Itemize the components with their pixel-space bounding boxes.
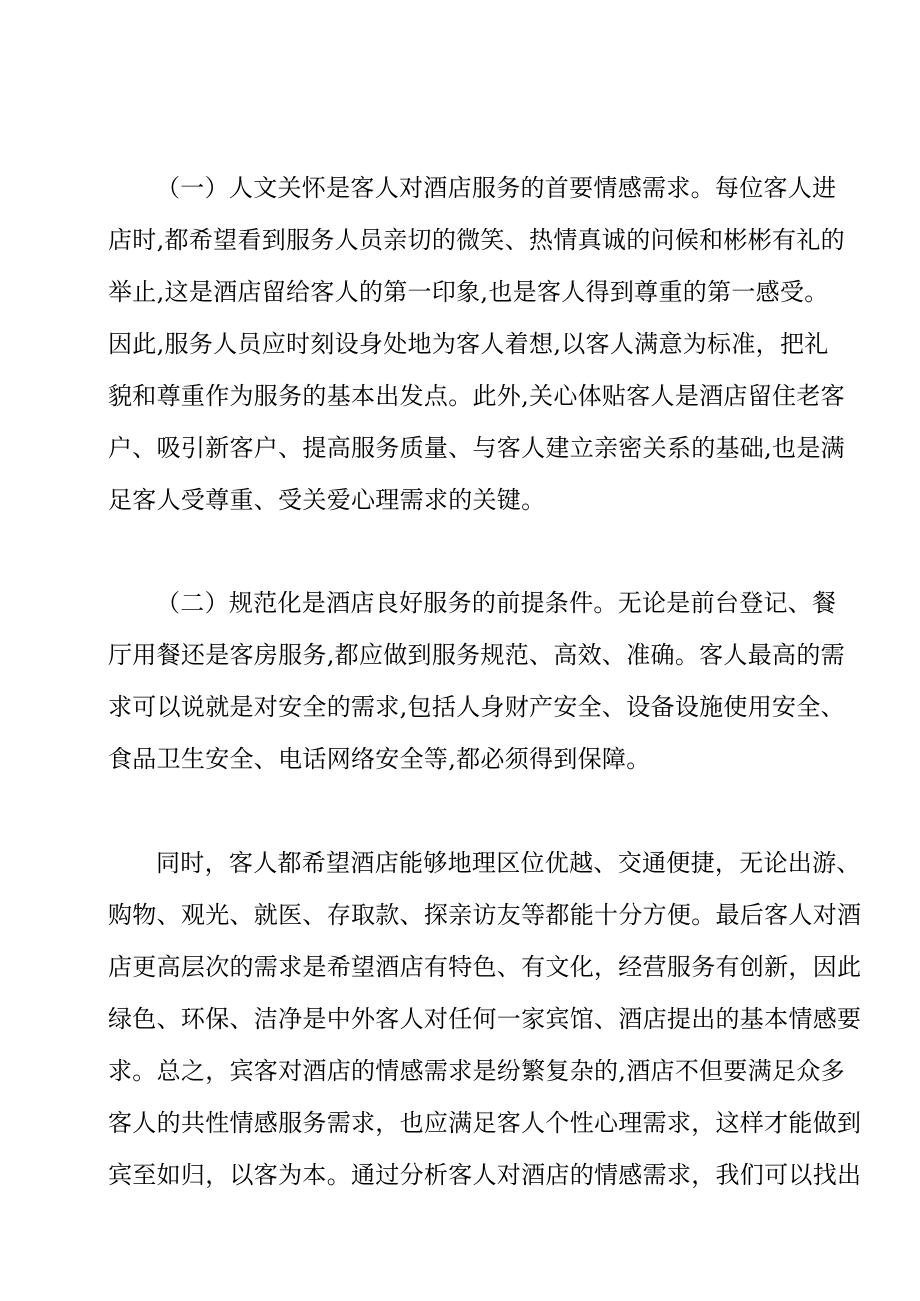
paragraph-line: 求可以说就是对安全的需求,包括人身财产安全、设备设施使用安全、 bbox=[108, 693, 845, 721]
paragraph-line: 同时，客人都希望酒店能够地理区位优越、交通便捷，无论出游、 bbox=[156, 849, 861, 877]
paragraph-line: 户、吸引新客户、提高服务质量、与客人建立亲密关系的基础,也是满 bbox=[108, 434, 845, 462]
paragraph-line: （二）规范化是酒店良好服务的前提条件。无论是前台登记、餐 bbox=[156, 589, 837, 617]
paragraph-line: 宾至如归，以客为本。通过分析客人对酒店的情感需求，我们可以找出 bbox=[108, 1161, 862, 1189]
paragraph-line: 店时,都希望看到服务人员亲切的微笑、热情真诚的问候和彬彬有礼的 bbox=[108, 226, 845, 254]
paragraph-line: 貌和尊重作为服务的基本出发点。此外,关心体贴客人是酒店留住老客 bbox=[108, 382, 845, 410]
paragraph-line: 购物、观光、就医、存取款、探亲访友等都能十分方便。最后客人对酒 bbox=[108, 901, 862, 929]
paragraph-line: 因此,服务人员应时刻设身处地为客人着想,以客人满意为标准，把礼 bbox=[108, 330, 829, 358]
paragraph-line: 食品卫生安全、电话网络安全等,都必须得到保障。 bbox=[108, 745, 651, 773]
paragraph-line: （一）人文关怀是客人对酒店服务的首要情感需求。每位客人进 bbox=[156, 174, 837, 202]
paragraph-line: 足客人受尊重、受关爱心理需求的关键。 bbox=[108, 486, 546, 514]
paragraph-line: 店更高层次的需求是希望酒店有特色、有文化，经营服务有创新，因此 bbox=[108, 953, 862, 981]
paragraph-line: 厅用餐还是客房服务,都应做到服务规范、高效、准确。客人最高的需 bbox=[108, 641, 845, 669]
paragraph-line: 求。总之，宾客对酒店的情感需求是纷繁复杂的,酒店不但要满足众多 bbox=[108, 1057, 845, 1085]
paragraph-line: 举止,这是酒店留给客人的第一印象,也是客人得到尊重的第一感受。 bbox=[108, 278, 829, 306]
paragraph-line: 客人的共性情感服务需求，也应满足客人个性心理需求，这样才能做到 bbox=[108, 1109, 862, 1137]
paragraph-line: 绿色、环保、洁净是中外客人对任何一家宾馆、酒店提出的基本情感要 bbox=[108, 1005, 862, 1033]
